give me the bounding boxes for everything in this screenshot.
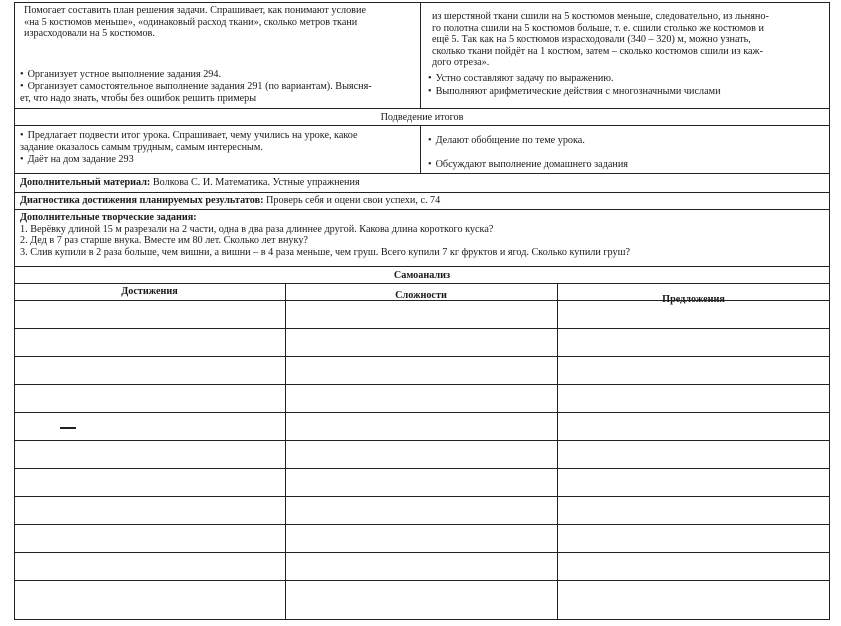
table-rule xyxy=(14,524,830,525)
student-bullet-oral: • Устно составляют задачу по выражению. xyxy=(428,73,826,85)
teacher-activity-text: Помогает составить план решения задачи. Спрашивает, как понимают условие «на 5 костюмов меньше», «одинаковый расход ткани», сколько метров ткани израсходовали на 5 костюмов. xyxy=(24,5,366,40)
summary-left-bullet2: • Даёт на дом задание 293 xyxy=(20,154,418,166)
self-analysis-col-divider-2 xyxy=(557,283,558,620)
top-divider xyxy=(420,2,421,109)
summary-header: Подведение итогов xyxy=(380,112,464,123)
table-rule xyxy=(14,552,830,553)
table-rule xyxy=(14,384,830,385)
extra-material-line xyxy=(20,177,826,189)
student-bullet-arith: • Выполняют арифметические действия с многозначными числами xyxy=(428,86,826,98)
summary-left-bullet1: • Предлагает подвести итог урока. Спрашивает, чему учились на уроке, какое задание оказалось самым трудным, самым интересным. xyxy=(20,130,418,153)
table-rule xyxy=(14,468,830,469)
diagnostics-value: Проверь себя и оцени свои успехи, с. 74 xyxy=(263,195,441,206)
self-analysis-table xyxy=(14,283,830,620)
table-rule xyxy=(14,412,830,413)
table-rule xyxy=(14,496,830,497)
column-difficulties: Сложности xyxy=(395,290,447,301)
column-achievements: Достижения xyxy=(121,286,178,297)
diagnostics-line xyxy=(20,195,826,207)
table-rule xyxy=(14,300,830,301)
creative-task-2: 2. Дед в 7 раз старше внука. Вместе им 80 лет. Сколько лет внуку? xyxy=(20,235,308,246)
column-suggestions: Предложения xyxy=(662,294,725,305)
extra-material-value: Волкова С. И. Математика. Устные упражнения xyxy=(150,177,360,188)
summary-divider xyxy=(420,125,421,174)
table-rule xyxy=(14,328,830,329)
lesson-plan-page xyxy=(14,2,830,620)
table-rule xyxy=(14,440,830,441)
handwritten-dash xyxy=(60,427,76,429)
creative-task-1: 1. Верёвку длиной 15 м разрезали на 2 части, одна в два раза длиннее другой. Какова длина короткого куска? xyxy=(20,224,494,235)
creative-task-3: 3. Слив купили в 2 раза больше, чем вишни, а вишни – в 4 раза меньше, чем груш. Всего купили 7 кг фруктов и ягод. Сколько купили груш? xyxy=(20,247,630,258)
table-rule xyxy=(14,580,830,581)
student-activity-text: из шерстяной ткани сшили на 5 костюмов меньше, следовательно, из льняно- го полотна сшили на 5 костюмов больше, т. е. сшили столько же костюмов и ещё 5. Так как на 5 костюмов израсходовали (340 – 320) м, можно узнать, сколько ткани пойдёт на 1 костюм, затем – сколько костюмов сшили из каж- дого отреза». xyxy=(432,11,769,69)
summary-right-bullet1: • Делают обобщение по теме урока. xyxy=(428,135,826,147)
extra-material-label: Дополнительный материал: xyxy=(20,177,151,188)
self-analysis-col-divider-1 xyxy=(285,283,286,620)
table-rule xyxy=(14,356,830,357)
teacher-bullet-294: • Организует устное выполнение задания 294. xyxy=(20,69,418,81)
teacher-bullet-291: • Организует самостоятельное выполнение задания 291 (по вариантам). Выясня- ет, что надо знать, чтобы без ошибок решить примеры xyxy=(20,81,418,104)
self-analysis-header: Самоанализ xyxy=(393,270,451,281)
summary-right-bullet2: • Обсуждают выполнение домашнего задания xyxy=(428,159,826,171)
diagnostics-label: Диагностика достижения планируемых результатов: xyxy=(20,195,264,206)
creative-tasks-label: Дополнительные творческие задания: xyxy=(20,212,197,223)
